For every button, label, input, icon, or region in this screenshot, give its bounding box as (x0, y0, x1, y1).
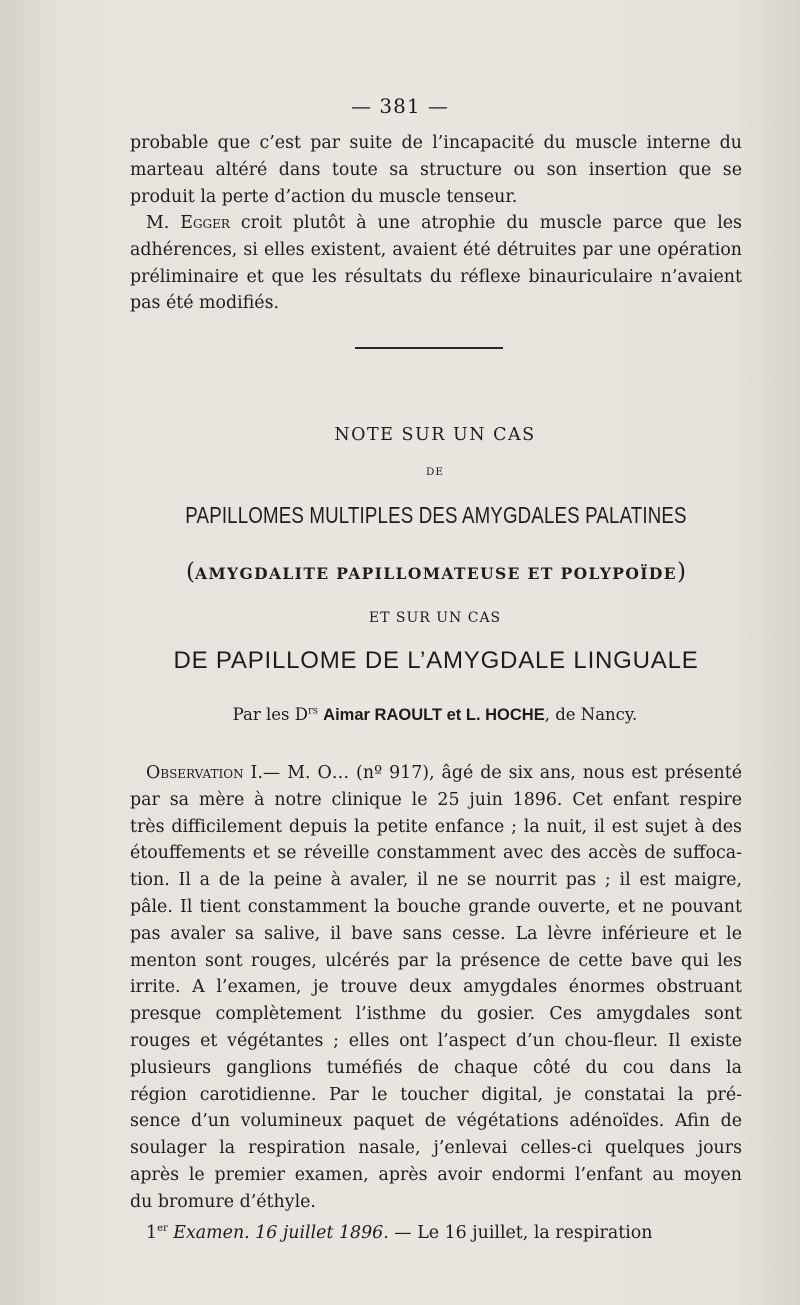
subtitle-text: AMYGDALITE PAPILLOMATEUSE ET POLYPOÏDE (195, 564, 677, 583)
text-line: tion. Il a de la peine à avaler, il ne se nourrit pas ; il est maigre, (130, 870, 742, 891)
text-line: produit la perte d’action du muscle tenseur. (130, 186, 518, 207)
text-line (130, 760, 742, 787)
author-name: Egger (180, 213, 230, 233)
heading-subtitle (130, 559, 742, 585)
page-number: — 381 — (351, 94, 449, 118)
text-span: — Le 16 juillet, la respiration (388, 1222, 653, 1243)
text-line: après le premier examen, après avoir endormi l’enfant au moyen (130, 1164, 742, 1185)
byline (0, 705, 800, 725)
exam-sup: er (157, 1222, 168, 1234)
text-line: pâle. Il tient constamment la bouche grande ouverte, et ne pouvant (130, 896, 742, 917)
text-line (130, 1216, 742, 1247)
author-names: Aimar RAOULT et L. HOCHE (323, 706, 545, 724)
text-line: préliminaire et que les résultats du réflexe binauriculaire n’avaient (130, 266, 742, 287)
heading-note: NOTE SUR UN CAS (334, 425, 536, 445)
text-span: croit plutôt à une atrophie du muscle parce que les (229, 213, 742, 233)
text-span: I.— M. O… (nº 917), âgé de six ans, nous est présenté (243, 763, 742, 783)
text-line (130, 210, 742, 237)
text-line: marteau altéré dans toute sa structure ou son insertion que se (130, 159, 742, 180)
section-divider (355, 347, 503, 349)
text-line: menton sont rouges, ulcérés par la présence de cette bave qui les (130, 950, 742, 971)
text-line: adhérences, si elles existent, avaient été détruites par une opération (130, 239, 742, 260)
paren-close: ) (676, 559, 686, 585)
text-line: irrite. A l’examen, je trouve deux amygdales énormes obstruant (130, 977, 742, 998)
text-span: M. (146, 213, 181, 233)
heading-et: ET SUR UN CAS (368, 610, 502, 626)
text-line: presque complètement l’isthme du gosier. Ces amygdales sont (130, 1004, 742, 1025)
text-line: soulager la respiration nasale, j’enlevai celles-ci quelques jours (130, 1138, 742, 1159)
text-line: pas été modifiés. (130, 293, 280, 314)
heading-title-2: DE PAPILLOME DE L’AMYGDALE LINGUALE (173, 647, 699, 674)
text-line: plusieurs ganglions tuméfiés de chaque côté du cou dans la (130, 1057, 742, 1078)
heading-de: DE (425, 466, 445, 478)
observation-label: Observation (146, 763, 244, 783)
text-line: par sa mère à notre clinique le 25 juin 1896. Cet enfant respire (130, 789, 742, 810)
text-line: du bromure d’éthyle. (130, 1191, 316, 1212)
paren-open: ( (186, 559, 196, 585)
paragraph-continued (130, 130, 742, 210)
text-line: sence d’un volumineux paquet de végétations adénoïdes. Afin de (130, 1111, 742, 1132)
byline-suffix: , de Nancy. (544, 705, 638, 724)
text-line: probable que c’est par suite de l’incapacité du muscle interne du (130, 133, 742, 153)
text-line: pas avaler sa salive, il bave sans cesse. La lèvre inférieure et le (130, 923, 742, 944)
byline-sup: rs (308, 705, 318, 717)
paragraph-observation (130, 760, 742, 1246)
text-line: rouges et végétantes ; elles ont l’aspect d’un chou-fleur. Il existe (130, 1030, 742, 1051)
heading-title: PAPILLOMES MULTIPLES DES AMYGDALES PALATINES (185, 502, 687, 528)
text-line: région carotidienne. Par le toucher digital, je constatai la pré- (130, 1084, 742, 1105)
byline-prefix: Par les D (232, 705, 308, 724)
paragraph-egger (130, 210, 742, 317)
text-line: très difficilement depuis la petite enfance ; la nuit, il est sujet à des (130, 816, 742, 837)
exam-title: Examen. 16 juillet 1896. (167, 1222, 389, 1243)
text-line: étouffements et se réveille constamment avec des accès de suffoca- (130, 843, 742, 864)
exam-number: 1 (146, 1222, 158, 1243)
